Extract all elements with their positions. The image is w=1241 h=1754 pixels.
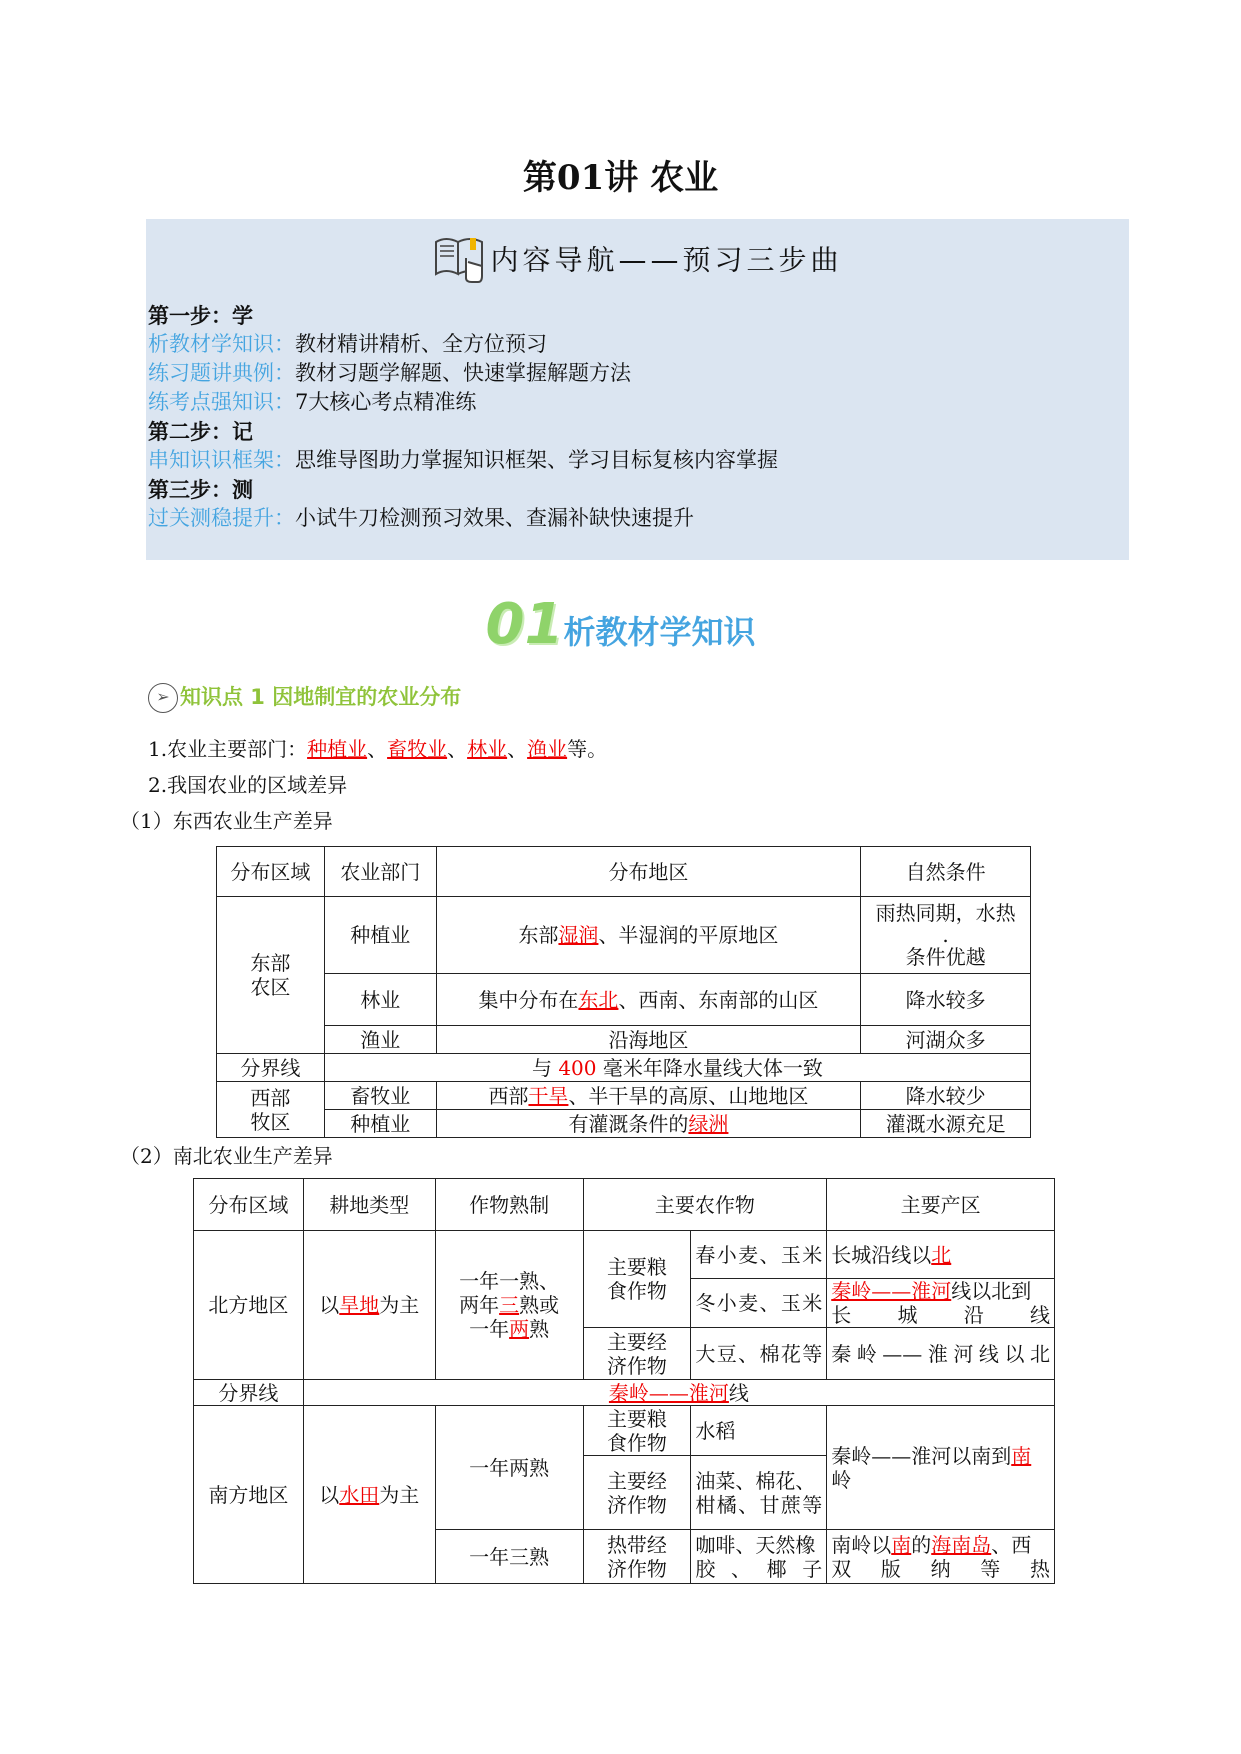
- knowledge-point-heading: [148, 681, 461, 713]
- table-row: [194, 1380, 1055, 1406]
- knowledge-point-title: 知识点 1 因地制宜的农业分布: [180, 685, 462, 709]
- nav-step-heading: 第一步：学: [148, 303, 253, 328]
- table-header: 分布区域: [194, 1179, 304, 1231]
- table-header: 耕地类型: [303, 1179, 435, 1231]
- page-title: 第01讲 农业: [522, 158, 719, 198]
- separator: 、: [367, 737, 388, 761]
- region-cell: 北方地区: [194, 1231, 304, 1380]
- paragraph-east-west: （1）东西农业生产差异: [120, 809, 333, 833]
- table-header: 分布区域: [217, 847, 325, 897]
- table-row: [217, 1026, 1031, 1054]
- production-area-cell: 南岭以南的海南岛、西双版纳等热: [827, 1530, 1055, 1584]
- table-header: 自然条件: [861, 847, 1031, 897]
- table-row: [194, 1231, 1055, 1279]
- table-header: 主要农作物: [583, 1179, 827, 1231]
- production-area-cell: 秦岭——淮河以南到南岭: [827, 1406, 1055, 1530]
- paragraph-regional-diff: 2.我国农业的区域差异: [148, 773, 348, 797]
- crop-cell: 水稻: [691, 1406, 827, 1456]
- crop-category-cell: 热带经 济作物: [583, 1530, 691, 1584]
- crop-cell: 油菜、棉花、柑橘、甘蔗等: [691, 1456, 827, 1530]
- nav-item: [148, 504, 778, 533]
- table-row: [217, 1054, 1031, 1082]
- nav-step-heading: 第三步：测: [148, 477, 253, 502]
- navigation-heading: [146, 232, 1129, 291]
- area-cell: 有灌溉条件的绿洲: [436, 1110, 860, 1138]
- table-header: 农业部门: [324, 847, 436, 897]
- area-cell: 集中分布在东北、西南、东南部的山区: [436, 974, 860, 1026]
- paragraph-sectors: [148, 733, 607, 762]
- condition-cell: 降水较少: [861, 1082, 1031, 1110]
- crop-system-cell: 一年两熟: [435, 1406, 583, 1530]
- east-west-table: [216, 846, 1031, 1138]
- condition-cell: 雨热同期，水热 . 条件优越: [861, 897, 1031, 974]
- sectors-prefix: 1.农业主要部门：: [148, 737, 308, 761]
- nav-item-desc: 思维导图助力掌握知识框架、学习目标复核内容掌握: [295, 448, 778, 472]
- dept-cell: 种植业: [324, 1110, 436, 1138]
- table-header: 主要产区: [827, 1179, 1055, 1231]
- table-row: [217, 897, 1031, 974]
- crop-category-cell: 主要粮 食作物: [583, 1231, 691, 1328]
- table-row: [217, 1082, 1031, 1110]
- area-cell: 西部干旱、半干旱的高原、山地地区: [436, 1082, 860, 1110]
- nav-item: [148, 359, 778, 388]
- crop-cell: 大豆、棉花等: [691, 1328, 827, 1380]
- nav-item: [148, 446, 778, 475]
- crop-system-cell: 一年一熟、 两年三熟或 一年两熟: [435, 1231, 583, 1380]
- north-south-table: [193, 1178, 1055, 1584]
- table-header: 分布地区: [436, 847, 860, 897]
- separator: 、: [507, 737, 528, 761]
- nav-item-key: 过关测稳提升：: [148, 506, 295, 530]
- land-type-cell: 以旱地为主: [303, 1231, 435, 1380]
- sector-item: 种植业: [307, 737, 368, 761]
- nav-step-heading: 第二步：记: [148, 419, 253, 444]
- boundary-label: 分界线: [217, 1054, 325, 1082]
- dept-cell: 种植业: [324, 897, 436, 974]
- area-cell: 沿海地区: [436, 1026, 860, 1054]
- nav-item-desc: 教材精讲精析、全方位预习: [295, 332, 547, 356]
- boundary-cell: 与 400 毫米年降水量线大体一致: [324, 1054, 1030, 1082]
- condition-cell: 河湖众多: [861, 1026, 1031, 1054]
- crop-category-cell: 主要经 济作物: [583, 1328, 691, 1380]
- crop-cell: 咖啡、天然橡胶、椰子: [691, 1530, 827, 1584]
- content-navigation-box: [146, 219, 1129, 560]
- section-title: 析教材学知识: [563, 613, 756, 651]
- nav-item-desc: 7大核心考点精准练: [295, 390, 477, 414]
- navigation-list: [148, 301, 778, 533]
- condition-cell: 灌溉水源充足: [861, 1110, 1031, 1138]
- sector-item: 畜牧业: [387, 737, 448, 761]
- table-row: [194, 1406, 1055, 1456]
- nav-item-key: 析教材学知识：: [148, 332, 295, 356]
- production-area-cell: 长城沿线以北: [827, 1231, 1055, 1279]
- nav-item-key: 练考点强知识：: [148, 390, 295, 414]
- crop-cell: 冬小麦、玉米: [691, 1279, 827, 1328]
- paragraph-north-south: （2）南北农业生产差异: [120, 1144, 333, 1168]
- arrow-circle-icon: ➢: [148, 683, 178, 713]
- dept-cell: 渔业: [324, 1026, 436, 1054]
- table-header-row: [194, 1179, 1055, 1231]
- region-cell: 东部 农区: [217, 897, 325, 1054]
- navigation-heading-text: 内容导航——预习三步曲: [490, 243, 843, 277]
- crop-category-cell: 主要经 济作物: [583, 1456, 691, 1530]
- section-header: [0, 592, 1241, 657]
- separator: 、: [447, 737, 468, 761]
- table-header: 作物熟制: [435, 1179, 583, 1231]
- crop-category-cell: 主要粮 食作物: [583, 1406, 691, 1456]
- region-cell: 西部 牧区: [217, 1082, 325, 1138]
- nav-item-desc: 小试牛刀检测预习效果、查漏补缺快速提升: [295, 506, 694, 530]
- nav-item-key: 练习题讲典例：: [148, 361, 295, 385]
- dept-cell: 畜牧业: [324, 1082, 436, 1110]
- section-number: 01: [485, 592, 564, 657]
- nav-item-desc: 教材习题学解题、快速掌握解题方法: [295, 361, 631, 385]
- condition-cell: 降水较多: [861, 974, 1031, 1026]
- crop-cell: 春小麦、玉米: [691, 1231, 827, 1279]
- dept-cell: 林业: [324, 974, 436, 1026]
- nav-item: [148, 388, 778, 417]
- crop-system-cell: 一年三熟: [435, 1530, 583, 1584]
- land-type-cell: 以水田为主: [303, 1406, 435, 1584]
- book-hand-icon: [432, 232, 486, 291]
- boundary-label: 分界线: [194, 1380, 304, 1406]
- area-cell: 东部湿润、半湿润的平原地区: [436, 897, 860, 974]
- table-row: [217, 1110, 1031, 1138]
- nav-item-key: 串知识识框架：: [148, 448, 295, 472]
- region-cell: 南方地区: [194, 1406, 304, 1584]
- nav-item: [148, 330, 778, 359]
- production-area-cell: 秦岭——淮河线以北到长城沿线: [827, 1279, 1055, 1328]
- table-row: [217, 974, 1031, 1026]
- table-header-row: [217, 847, 1031, 897]
- sector-item: 渔业: [527, 737, 568, 761]
- production-area-cell: 秦岭——淮河线以北: [827, 1328, 1055, 1380]
- sector-item: 林业: [467, 737, 508, 761]
- sectors-suffix: 等。: [567, 737, 608, 761]
- boundary-cell: 秦岭——淮河线: [303, 1380, 1054, 1406]
